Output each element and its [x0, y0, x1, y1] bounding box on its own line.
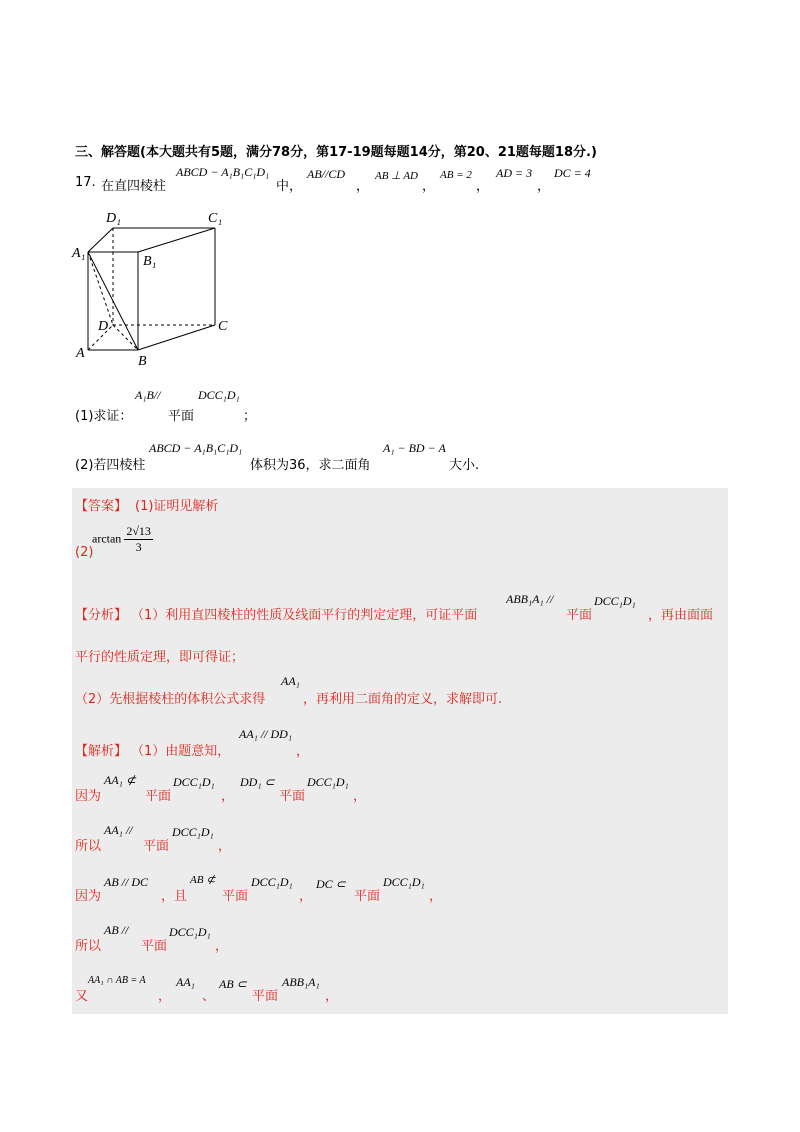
- q2-angle: A₁ − BD − A: [383, 441, 446, 455]
- solution-s2-e1: AA₁ ⊄: [104, 773, 136, 787]
- label-c: C: [218, 319, 228, 334]
- analysis-line2: 平行的性质定理，即可得证；: [75, 650, 245, 665]
- comma: ，: [218, 839, 232, 854]
- answer-label: 【答案】: [75, 499, 128, 514]
- solution-line1: （1）由题意知，: [131, 744, 231, 759]
- comma: ，: [325, 989, 339, 1004]
- label-a: A: [76, 346, 85, 361]
- solution-s6-e3: AB ⊂: [219, 977, 247, 991]
- condition-ad: AD = 3: [496, 166, 533, 180]
- condition-dc: DC = 4: [554, 166, 591, 180]
- label-c1: C₁: [208, 211, 223, 226]
- solution-plane: 平面: [354, 889, 381, 904]
- solution-s2-p1: DCC₁D₁: [173, 775, 215, 789]
- solution-s6-p: ABB₁A₁: [282, 975, 320, 989]
- segment-bd-hidden: [113, 325, 138, 350]
- condition-perp: AB ⊥ AD: [375, 170, 418, 182]
- solution-plane: 平面: [145, 789, 172, 804]
- analysis-line1a: （1）利用直四棱柱的性质及线面平行的判定定理，可证平面: [131, 608, 478, 623]
- arctan-text: arctan: [92, 531, 122, 546]
- solution-s4-e3: DC ⊂: [316, 877, 346, 891]
- comma: ，: [215, 939, 229, 954]
- solution-qie: ，且: [161, 889, 188, 904]
- q1-suffix: ；: [243, 409, 257, 424]
- solution-s4-p1: DCC₁D₁: [251, 875, 293, 889]
- problem-intro: 在直四棱柱: [101, 179, 167, 194]
- comma: ，: [296, 744, 310, 759]
- sep: ，: [422, 179, 436, 194]
- solution-plane: 平面: [143, 839, 170, 854]
- solution-plane: 平面: [279, 789, 306, 804]
- solution-expr1: AA₁ // DD₁: [239, 727, 293, 741]
- label-d1: D₁: [106, 211, 121, 226]
- q2-prefix: (2)若四棱柱: [75, 458, 146, 473]
- fraction-numerator: 2√13: [126, 524, 151, 538]
- comma: ，: [429, 889, 443, 904]
- sep: ，: [476, 179, 490, 194]
- comma: ，: [353, 789, 367, 804]
- comma: ，: [299, 889, 313, 904]
- solution-s4-p2: DCC₁D₁: [383, 875, 425, 889]
- solution-s2-e2: DD₁ ⊂: [240, 775, 275, 789]
- solution-suoyi-2: 所以: [75, 939, 102, 954]
- q2-suffix: 大小.: [449, 458, 480, 473]
- edge-b1c1: [138, 228, 215, 252]
- solution-s6-e1: AA₁ ∩ AB = A: [88, 975, 146, 986]
- solution-suoyi-1: 所以: [75, 839, 102, 854]
- label-b1: B₁: [143, 254, 157, 269]
- q1-prefix: (1)求证：: [75, 409, 133, 424]
- label-a1: A₁: [72, 246, 86, 261]
- solution-you: 又: [75, 989, 89, 1004]
- solution-yinwei-1: 因为: [75, 789, 102, 804]
- solution-s3-e: AA₁ //: [104, 823, 133, 837]
- answer-part2-prefix: (2): [75, 545, 94, 560]
- q2-mid: 体积为36，求二面角: [250, 458, 371, 473]
- edge-bc: [138, 325, 215, 350]
- solution-s6-e2: AA₁: [176, 975, 195, 989]
- answer-part1: (1)证明见解析: [135, 499, 219, 514]
- q2-prism: ABCD − A₁B₁C₁D₁: [149, 441, 243, 455]
- sep: ，: [356, 179, 370, 194]
- solution-plane: 平面: [141, 939, 168, 954]
- solution-yinwei-2: 因为: [75, 889, 102, 904]
- answer-fraction: [124, 524, 153, 555]
- answer-arctan: [92, 524, 153, 555]
- q1-plane: 平面: [168, 409, 195, 424]
- label-b: B: [138, 354, 147, 369]
- fraction-denominator: 3: [135, 540, 142, 554]
- problem-zhong: 中，: [276, 179, 303, 194]
- analysis-line3a: （2）先根据棱柱的体积公式求得: [75, 692, 266, 707]
- comma: ，: [221, 789, 235, 804]
- q1-expr: A₁B//: [135, 388, 161, 402]
- condition-ab: AB = 2: [440, 169, 472, 181]
- analysis-plane: 平面: [566, 608, 593, 623]
- problem-number: 17.: [75, 175, 96, 190]
- solution-dun: 、: [202, 989, 216, 1004]
- solution-s3-p: DCC₁D₁: [172, 825, 214, 839]
- prism-figure: [70, 205, 240, 370]
- analysis-expr1: ABB₁A₁ //: [506, 592, 554, 606]
- solution-plane: 平面: [252, 989, 279, 1004]
- analysis-label: 【分析】: [75, 608, 128, 623]
- solution-s4-e2: AB ⊄: [190, 874, 216, 886]
- analysis-line1b: ，再由面面: [648, 608, 714, 623]
- solution-s5-e: AB //: [104, 923, 129, 937]
- analysis-plane-name: DCC₁D₁: [594, 594, 636, 608]
- q1-plane-name: DCC₁D₁: [198, 388, 240, 402]
- solution-label: 【解析】: [75, 744, 128, 759]
- label-d: D: [98, 319, 109, 334]
- condition-parallel: AB//CD: [307, 167, 345, 181]
- problem-prism: ABCD − A₁B₁C₁D₁: [176, 165, 270, 179]
- solution-plane: 平面: [222, 889, 249, 904]
- analysis-expr-aa1: AA₁: [281, 674, 300, 688]
- section-title: 三、解答题(本大题共有5题，满分78分，第17-19题每题14分，第20、21题每题18分.): [75, 145, 597, 160]
- sep: ，: [537, 179, 551, 194]
- solution-s2-p2: DCC₁D₁: [307, 775, 349, 789]
- comma: ，: [158, 989, 172, 1004]
- edge-a1d1: [88, 228, 113, 252]
- analysis-line3b: ，再利用二面角的定义，求解即可.: [303, 692, 503, 707]
- segment-a1d-hidden: [88, 252, 113, 325]
- solution-s4-e1: AB // DC: [104, 875, 148, 889]
- solution-s5-p: DCC₁D₁: [169, 925, 211, 939]
